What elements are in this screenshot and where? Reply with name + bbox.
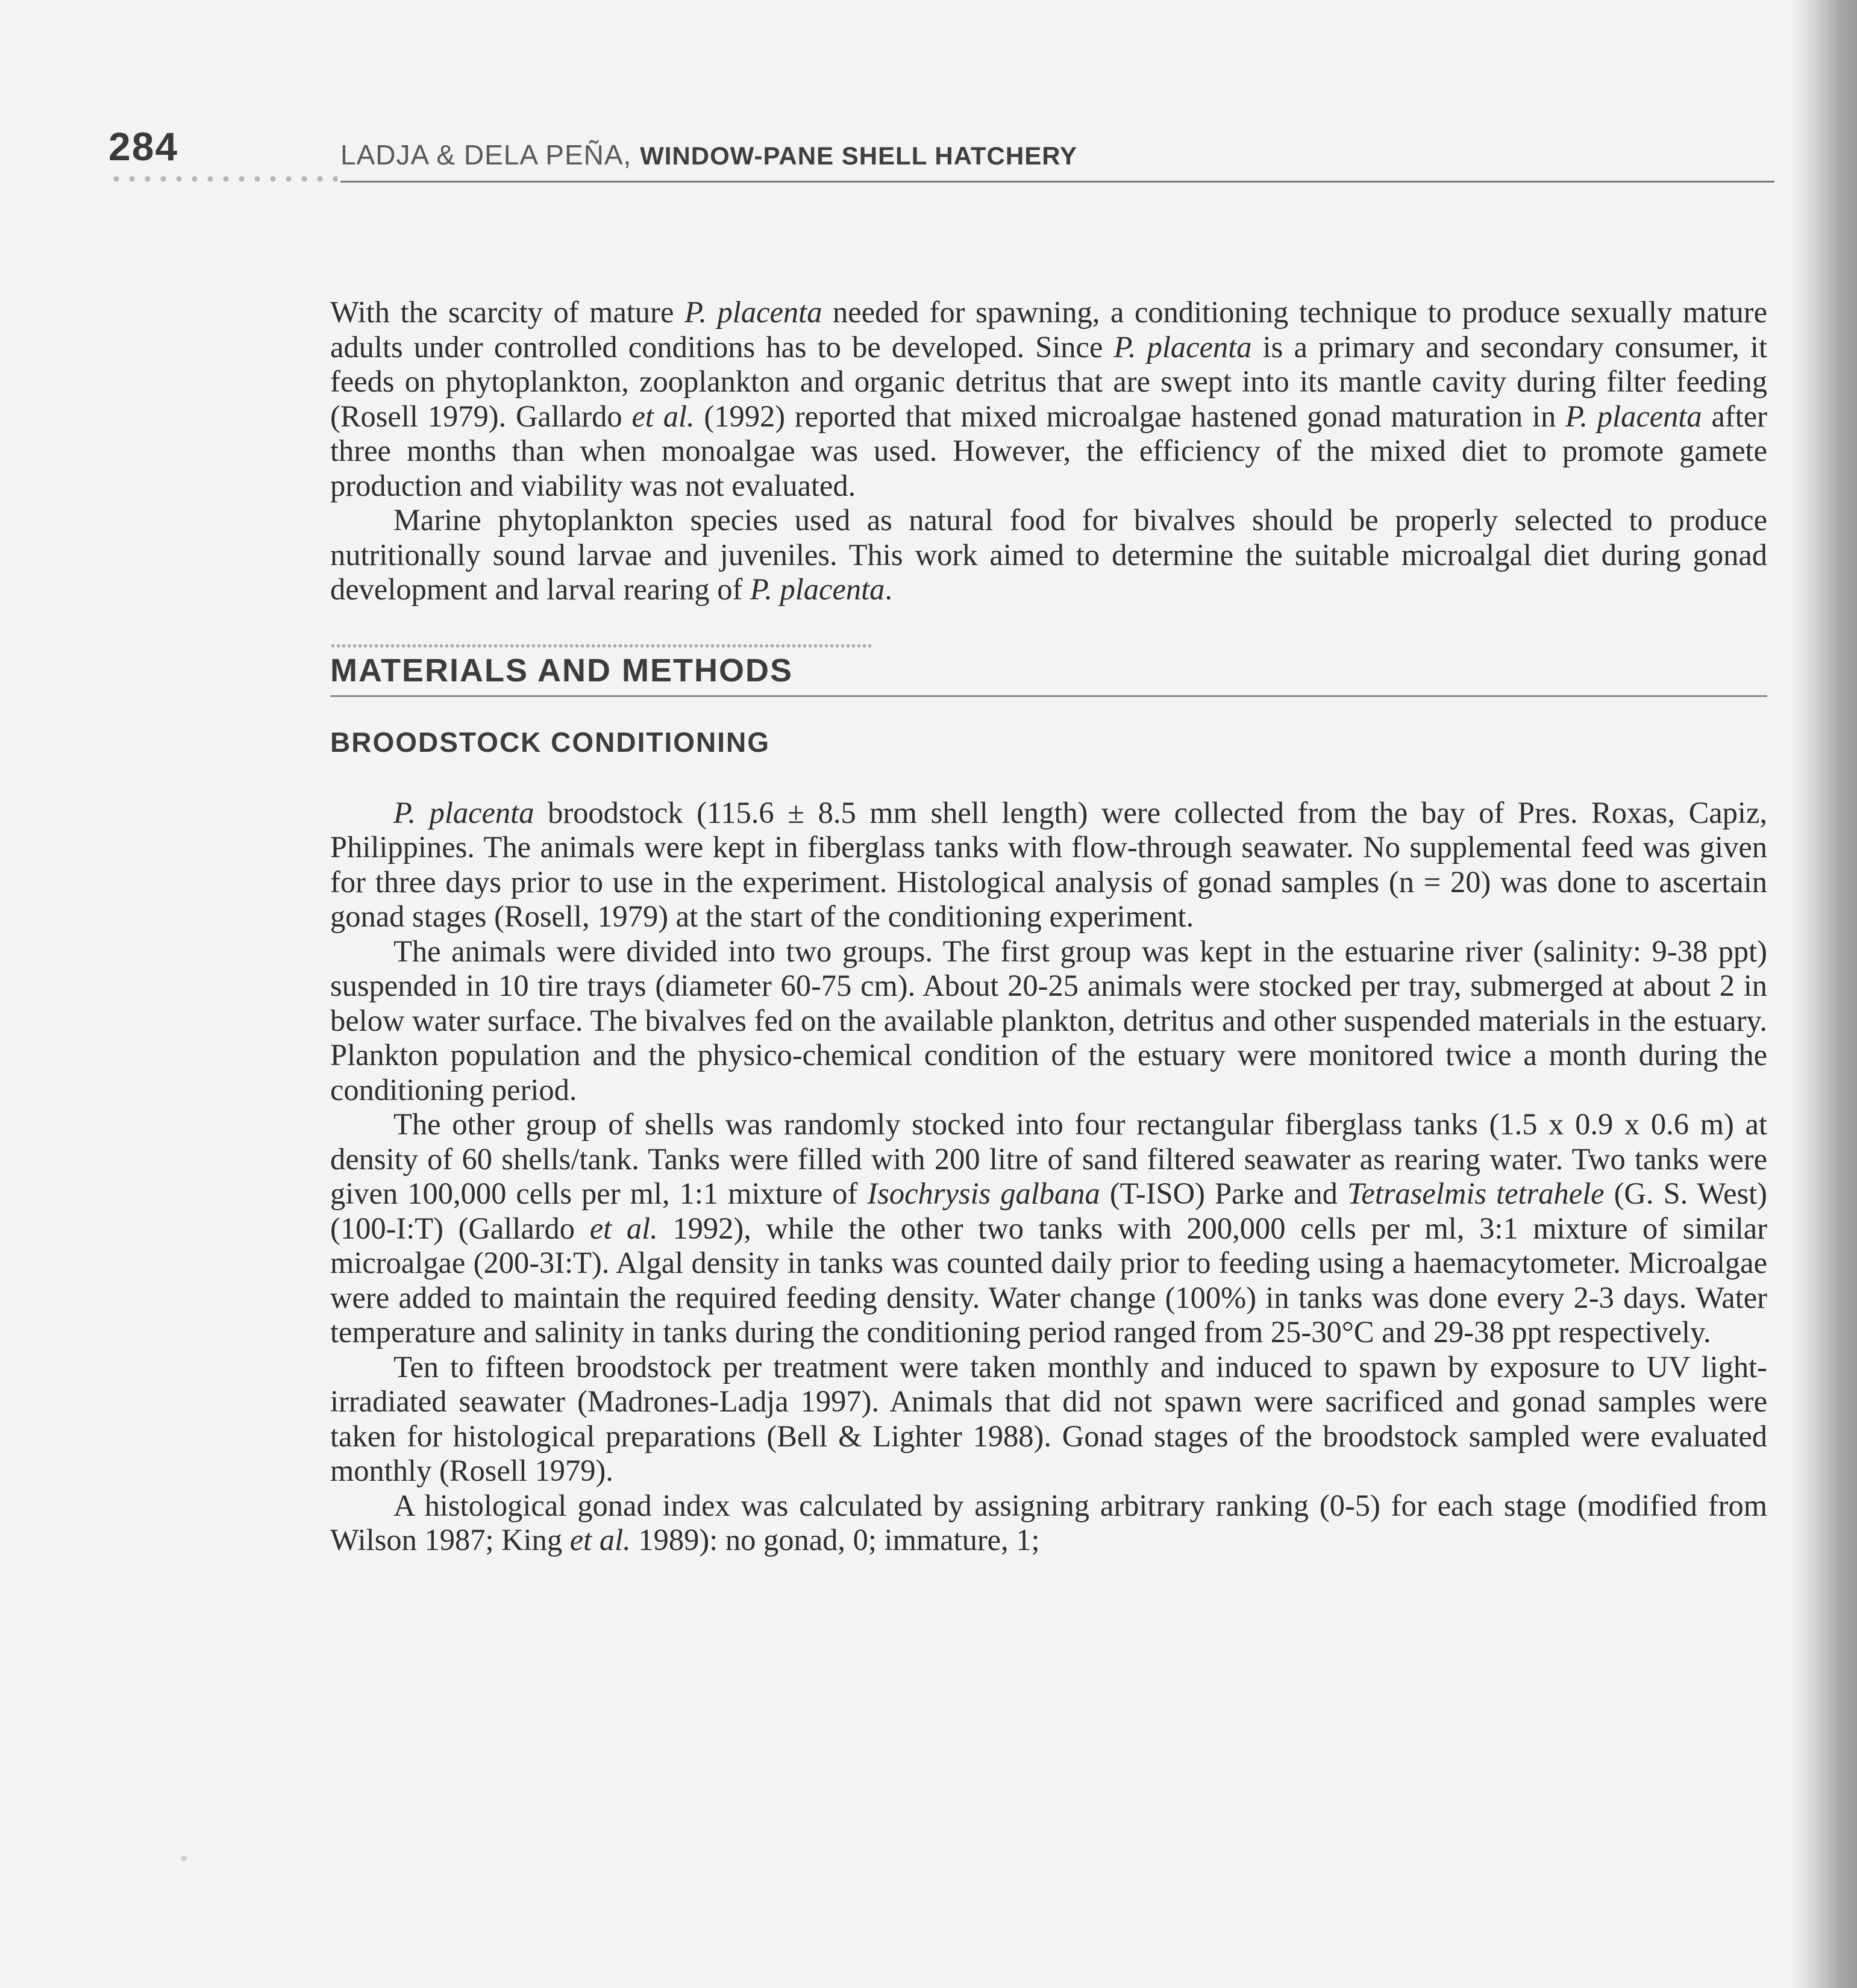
text-run: Marine phytoplankton species used as natural food for bivalves should be properly selected to produce nutritionally sound larvae and juveniles. This work aimed to determine the suitable microalgal diet during gonad development and larval rearing of (330, 503, 1767, 606)
methods-paragraph-2 (330, 934, 1767, 1108)
page-edge-shadow (1791, 0, 1857, 1988)
methods-paragraph-4 (330, 1350, 1767, 1489)
text-run: (G. S. West) (100-I:T) (Gallardo (330, 1177, 1767, 1245)
main-content (330, 295, 1767, 1558)
et-al: et al. (589, 1211, 658, 1245)
text-run: (T-ISO) Parke and (1100, 1177, 1347, 1210)
section-dots (330, 643, 872, 648)
text-run: needed for spawning, a conditioning technique to produce sexually mature adults under controlled conditions has to be developed. Since (330, 295, 1768, 364)
text-run: is a primary and secondary consumer, it feeds on phytoplankton, zooplankton and organic detritus that are swept into its mantle cavity during filter feeding (Rosell 1979). Gallardo (330, 330, 1767, 433)
species-name: P. placenta (1113, 330, 1252, 364)
text-run: A histological gonad index was calculated by assigning arbitrary ranking (0-5) for each stage (modified from Wilson 1987; King (330, 1488, 1767, 1557)
section-rule (330, 695, 1767, 697)
species-name: P. placenta (750, 572, 885, 606)
text-run: With the scarcity of mature (330, 295, 684, 329)
running-header (0, 0, 1857, 193)
species-name: P. placenta (684, 295, 822, 329)
running-title-authors: LADJA & DELA PEÑA, (340, 139, 632, 170)
text-run: . (885, 572, 892, 606)
section-heading: MATERIALS AND METHODS (330, 652, 793, 689)
subsection-heading: BROODSTOCK CONDITIONING (330, 726, 771, 758)
text-run: (1992) reported that mixed microalgae hastened gonad maturation in (694, 399, 1566, 433)
paper-speck (181, 1855, 187, 1861)
text-run: 1989): no gonad, 0; immature, 1; (630, 1523, 1040, 1557)
text-run: The animals were divided into two groups. The first group was kept in the estuarine river (salinity: 9-38 ppt) suspended in 10 tire trays (diameter 60-75 cm). About 20-25 animals were stocked per tray, submerged at about 2 in below water surface. The bivalves fed on the available plankton, detritus and other suspended materials in the estuary. Plankton population and the physico-chemical condition of the estuary were monitored twice a month during the conditioning period. (330, 934, 1767, 1107)
species-name: Tetraselmis tetrahele (1347, 1177, 1605, 1210)
text-run: Ten to fifteen broodstock per treatment were taken monthly and induced to spawn by exposure to UV light-irradiated seawater (Madrones-Ladja 1997). Animals that did not spawn were sacrificed and gonad samples were taken for histological preparations (Bell & Lighter 1988). Gonad stages of the broodstock sampled were evaluated monthly (Rosell 1979). (330, 1349, 1767, 1487)
species-name: Isochrysis galbana (867, 1177, 1100, 1210)
et-al: et al. (569, 1523, 631, 1557)
et-al: et al. (631, 399, 695, 433)
page-number-dots (108, 175, 337, 183)
text-run: 1992), while the other two tanks with 200,000 cells per ml, 3:1 mixture of similar microalgae (200-3I:T). Algal density in tanks was counted daily prior to feeding using a haemacytometer. Microalgae were added to maintain the required feeding density. Water change (100%) in tanks was done every 2-3 days. Water temperature and salinity in tanks during the conditioning period ranged from 25-30°C and 29-38 ppt respectively. (330, 1211, 1768, 1349)
species-name: P. placenta (393, 795, 534, 830)
methods-paragraph-3 (330, 1107, 1767, 1350)
page-number: 284 (108, 124, 179, 169)
header-rule (340, 181, 1774, 183)
text-run: after three months than when monoalgae was used. However, the efficiency of the mixed diet to promote gamete production and viability was not evaluated. (330, 399, 1767, 502)
intro-paragraph-2 (330, 503, 1767, 607)
methods-paragraph-1 (330, 796, 1767, 934)
intro-paragraph-1 (330, 295, 1767, 503)
running-title (340, 139, 1077, 171)
species-name: P. placenta (1565, 399, 1702, 433)
text-run: broodstock (115.6 ± 8.5 mm shell length) were collected from the bay of Pres. Roxas, Capiz, Philippines. The animals were kept in fiberglass tanks with flow-through seawater. No supplemental feed was given for three days prior to use in the experiment. Histological analysis of gonad samples (n = 20) was done to ascertain gonad stages (Rosell, 1979) at the start of the conditioning experiment. (330, 795, 1767, 933)
methods-paragraph-5 (330, 1489, 1767, 1558)
running-title-short-title: WINDOW-PANE SHELL HATCHERY (640, 142, 1078, 170)
text-run: The other group of shells was randomly stocked into four rectangular fiberglass tanks (1.5 x 0.9 x 0.6 m) at density of 60 shells/tank. Tanks were filled with 200 litre of sand filtered seawater as rearing water. Two tanks were given 100,000 cells per ml, 1:1 mixture of (330, 1107, 1767, 1210)
